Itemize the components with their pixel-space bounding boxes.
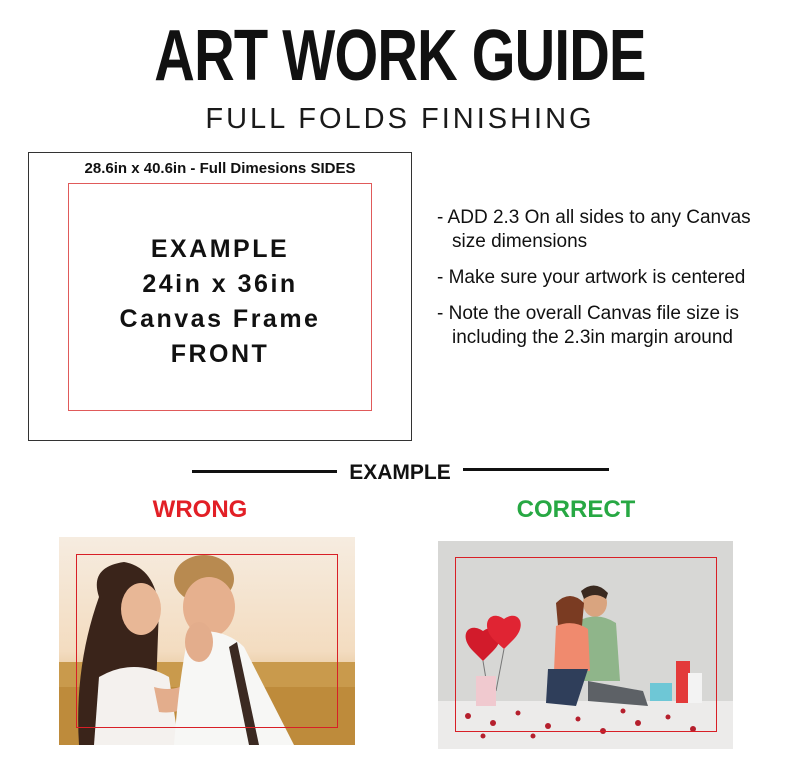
front-line-size: 24in x 36in [142,270,298,298]
correct-label: CORRECT [516,496,636,523]
front-area-text [68,232,372,372]
divider-left [192,470,337,473]
note-add-margin: - ADD 2.3 On all sides to any Canvas [437,207,751,228]
page-subtitle: FULL FOLDS FINISHING [205,103,595,135]
note-centered: - Make sure your artwork is centered [437,267,746,288]
correct-example-photo [438,541,733,749]
front-line-front: FRONT [170,340,270,368]
example-divider-label: EXAMPLE [349,461,451,484]
note-file-size: - Note the overall Canvas file size is [437,303,740,324]
note-file-size-cont: including the 2.3in margin around [452,327,733,348]
front-line-example: EXAMPLE [150,235,290,263]
front-line-canvas: Canvas Frame [119,305,321,333]
divider-right [463,468,609,471]
page-title: ART WORK GUIDE [154,16,646,96]
wrong-label: WRONG [152,496,248,523]
wrong-safe-area-outline [76,554,338,728]
correct-safe-area-outline [455,557,717,732]
full-dimensions-label: 28.6in x 40.6in - Full Dimesions SIDES [84,160,356,177]
wrong-example-photo [59,537,355,745]
note-add-margin-cont: size dimensions [452,231,588,252]
